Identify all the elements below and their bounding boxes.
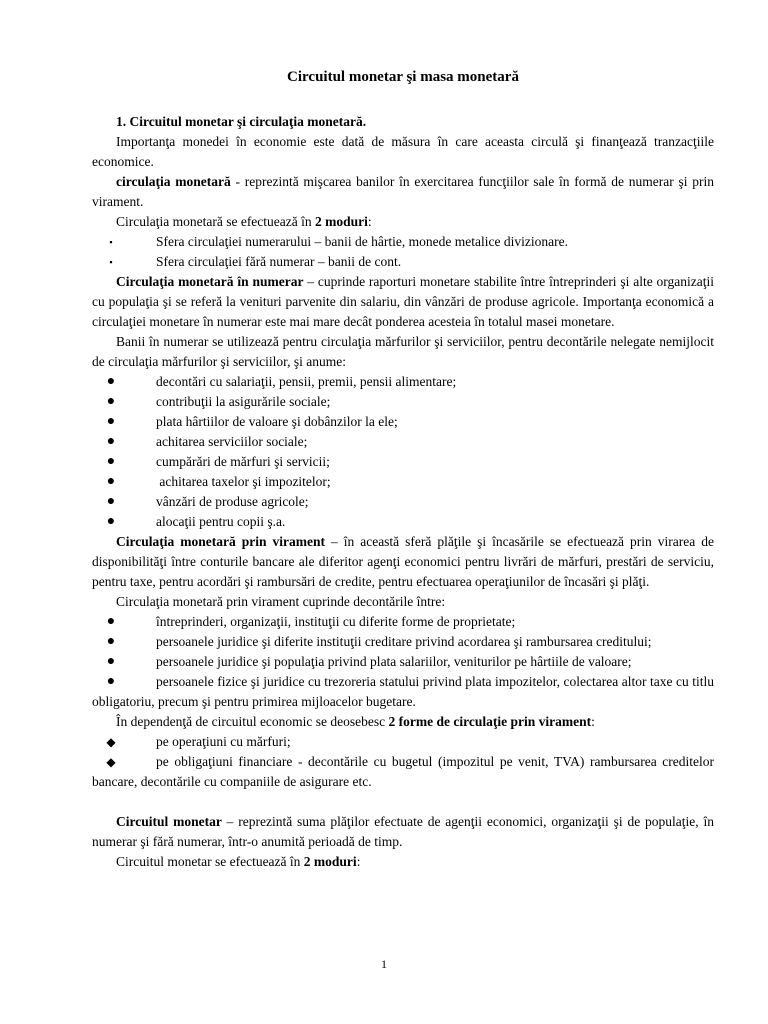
section-heading: 1. Circuitul monetar şi circulaţia monetară. bbox=[116, 114, 367, 129]
list-item bbox=[92, 612, 714, 632]
dot-bullet-icon: ● bbox=[106, 514, 116, 529]
list-item bbox=[92, 372, 714, 392]
text-span: : bbox=[591, 714, 595, 729]
list-item bbox=[92, 732, 714, 752]
term-transfer-circulation: Circulaţia monetară prin virament bbox=[116, 534, 325, 549]
paragraph-circuit-two-modes bbox=[92, 852, 714, 872]
list-item-text: achitarea serviciilor sociale; bbox=[156, 434, 308, 449]
list-item bbox=[92, 492, 714, 512]
list-item-text: decontări cu salariaţii, pensii, premii, pensii alimentare; bbox=[156, 374, 457, 389]
text-span: În dependenţă de circuitul economic se deosebesc bbox=[116, 714, 389, 729]
list-item bbox=[92, 752, 714, 792]
list-item-text: persoanele fizice şi juridice cu trezoreria statului privind plata impozitelor, colectarea altor taxe cu titlu obligatoriu, precum şi pentru primirea mijloacelor bugetare. bbox=[92, 674, 714, 709]
list-item bbox=[92, 392, 714, 412]
paragraph-transfer-circulation bbox=[92, 532, 714, 592]
bold-text: 2 moduri bbox=[303, 854, 357, 869]
term-cash-circulation: Circulaţia monetară în numerar bbox=[116, 274, 304, 289]
list-item-text: persoanele juridice şi diferite instituţii creditare privind acordarea şi rambursarea creditului; bbox=[156, 634, 652, 649]
list-item-text: contribuţii la asigurările sociale; bbox=[156, 394, 331, 409]
list-item-text: plata hârtiilor de valoare şi dobânzilor la ele; bbox=[156, 414, 398, 429]
document-title: Circuitul monetar şi masa monetară bbox=[287, 69, 519, 85]
dot-bullet-icon: ● bbox=[106, 634, 116, 649]
diamond-bullet-icon: ◆ bbox=[106, 755, 116, 769]
paragraph-two-modes bbox=[92, 212, 714, 232]
list-item-text: cumpărări de mărfuri şi servicii; bbox=[156, 454, 330, 469]
dot-bullet-icon: ● bbox=[106, 674, 116, 689]
dot-bullet-icon: ● bbox=[106, 454, 116, 469]
dot-bullet-icon: ● bbox=[106, 374, 116, 389]
text-span: Circuitul monetar se efectuează în bbox=[116, 854, 304, 869]
page-number: 1 bbox=[381, 957, 387, 971]
paragraph-cash-circulation bbox=[92, 272, 714, 332]
dot-bullet-icon: ● bbox=[106, 494, 116, 509]
list-item-text: achitarea taxelor şi impozitelor; bbox=[156, 474, 331, 489]
list-item-text: persoanele juridice şi populaţia privind plata salariilor, veniturilor pe hârtiile de valoare; bbox=[156, 654, 632, 669]
dot-bullet-icon: ● bbox=[106, 614, 116, 629]
list-item-text: Sfera circulaţiei numerarului – banii de hârtie, monede metalice divizionare. bbox=[156, 234, 568, 249]
bold-text: 2 forme de circulaţie prin virament bbox=[388, 714, 592, 729]
list-item-text: pe operaţiuni cu mărfuri; bbox=[156, 734, 291, 749]
list-item bbox=[92, 472, 714, 492]
paragraph-spacer bbox=[92, 792, 714, 812]
term-circulatia-monetara: circulaţia monetară bbox=[116, 174, 231, 189]
paragraph-transfer-settlements: Circulaţia monetară prin virament cuprinde decontările între: bbox=[116, 594, 446, 609]
list-item bbox=[92, 632, 714, 652]
dot-bullet-icon: ● bbox=[106, 394, 116, 409]
definition-text: – cuprinde raporturi monetare stabilite între întreprinderi şi alte organizaţii cu populaţia şi se referă la venituri parvenite din salariu, din vânzări de produse agricole. Importanţa economică a circulaţiei monetare în numerar este mai mare decât ponderea acesteia în totalul masei monetare. bbox=[92, 274, 714, 329]
dot-bullet-icon: ● bbox=[106, 654, 116, 669]
square-bullet-icon: ▪ bbox=[109, 257, 113, 267]
bold-text: 2 moduri bbox=[315, 214, 368, 229]
list-item bbox=[92, 652, 714, 672]
list-item bbox=[92, 232, 714, 252]
paragraph-monetary-circuit bbox=[92, 812, 714, 852]
square-bullet-icon: ▪ bbox=[109, 237, 113, 247]
list-item-text: alocaţii pentru copii ş.a. bbox=[156, 514, 286, 529]
paragraph-importance: Importanţa monedei în economie este dată de măsura în care aceasta circulă şi finanţează tranzacţiile economice. bbox=[92, 134, 714, 169]
list-item-text: pe obligaţiuni financiare - decontările cu bugetul (impozitul pe venit, TVA) rambursarea creditelor bancare, decontările cu companiile de asigurare etc. bbox=[92, 754, 714, 789]
definition-text: – în această sferă plăţile şi încasările se efectuează prin virarea de disponibilităţi între conturile bancare ale diferitor agenţi economici pentru livrări de mărfuri, prestări de serviciu, pentru taxe, pentru acordări şi rambursări de credite, pentru efectuarea operaţiunilor de încasări şi plăţi. bbox=[92, 534, 714, 589]
document-page bbox=[92, 66, 714, 872]
text-span: : bbox=[367, 214, 372, 229]
paragraph-circulation-definition bbox=[92, 172, 714, 212]
definition-text: – reprezintă suma plăţilor efectuate de agenţii economici, organizaţii şi de populaţie, în numerar şi fără numerar, într-o anumită perioadă de timp. bbox=[92, 814, 714, 849]
list-item-text: vânzări de produse agricole; bbox=[156, 494, 309, 509]
term-monetary-circuit: Circuitul monetar bbox=[116, 814, 222, 829]
list-item bbox=[92, 412, 714, 432]
dot-bullet-icon: ● bbox=[106, 434, 116, 449]
paragraph-cash-usage: Banii în numerar se utilizează pentru circulaţia mărfurilor şi serviciilor, pentru decontările nelegate nemijlocit de circulaţia mărfurilor şi serviciilor, şi anume: bbox=[92, 334, 714, 369]
text-span: Circulaţia monetară se efectuează în bbox=[116, 214, 316, 229]
text-span: : bbox=[356, 854, 361, 869]
definition-text: - reprezintă mişcarea banilor în exercitarea funcţiilor sale în formă de numerar şi prin virament. bbox=[92, 174, 714, 209]
paragraph-two-forms bbox=[92, 712, 714, 732]
list-item bbox=[92, 252, 714, 272]
list-item-text: întreprinderi, organizaţii, instituţii cu diferite forme de proprietate; bbox=[156, 614, 516, 629]
diamond-bullet-icon: ◆ bbox=[106, 735, 116, 749]
list-item bbox=[92, 512, 714, 532]
dot-bullet-icon: ● bbox=[106, 474, 116, 489]
list-item-text: Sfera circulaţiei fără numerar – banii de cont. bbox=[156, 254, 402, 269]
list-item bbox=[92, 452, 714, 472]
dot-bullet-icon: ● bbox=[106, 414, 116, 429]
list-item bbox=[92, 672, 714, 712]
list-item bbox=[92, 432, 714, 452]
